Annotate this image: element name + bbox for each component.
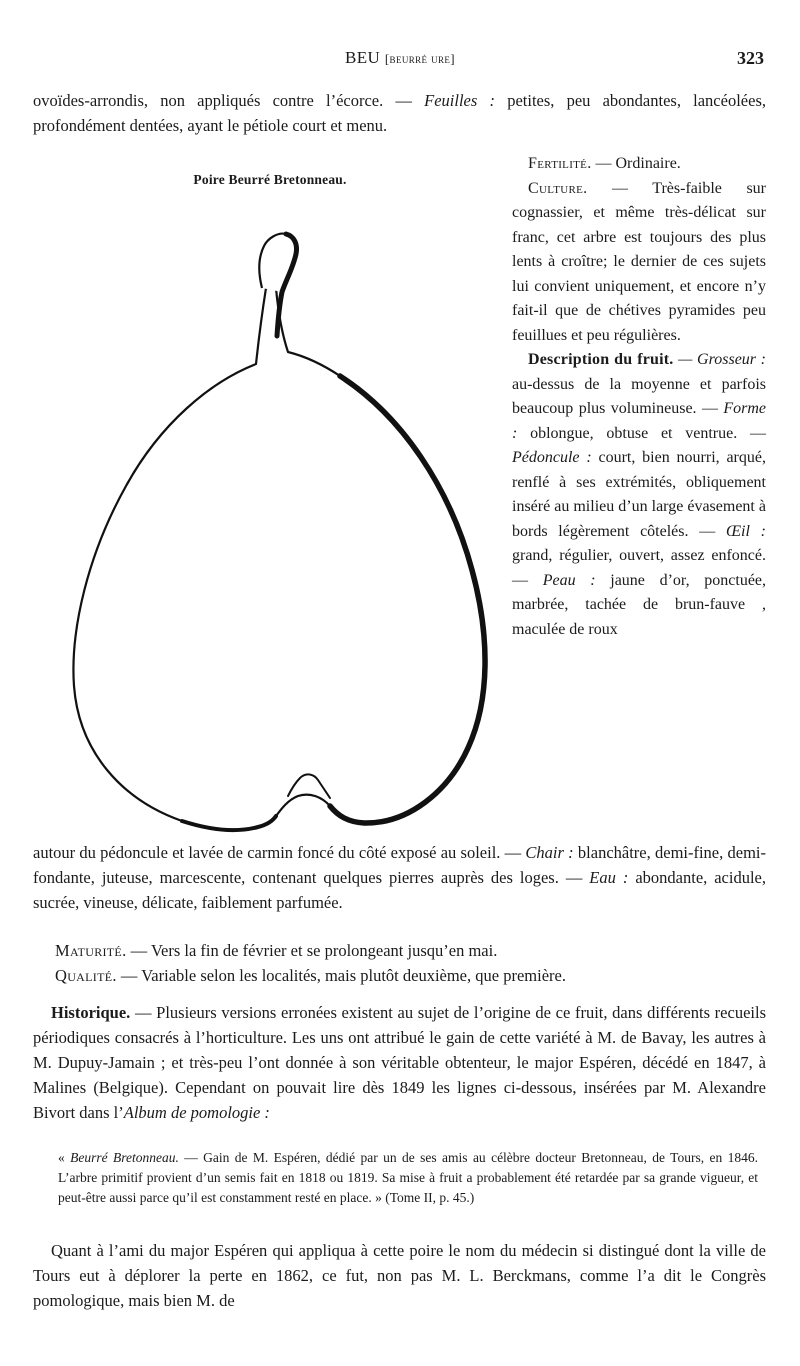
pear-drawing-svg bbox=[30, 196, 510, 836]
description-heading: Description du fruit. bbox=[528, 351, 674, 368]
maturite-label: Maturité. bbox=[55, 941, 127, 960]
forme-label: Forme : bbox=[512, 400, 766, 442]
historique-paragraph bbox=[33, 1000, 766, 1125]
maturite-paragraph bbox=[33, 938, 766, 963]
culture-label: Culture. bbox=[528, 179, 588, 197]
quote-open: « bbox=[58, 1150, 71, 1165]
fertilite-text: — Ordinaire. bbox=[591, 155, 681, 172]
oeil-label: Œil : bbox=[725, 522, 766, 540]
historique-label: Historique. bbox=[51, 1003, 131, 1022]
running-head-main: BEU bbox=[344, 48, 381, 67]
grosseur-label: — Grosseur : bbox=[673, 351, 766, 368]
qualite-paragraph bbox=[33, 963, 766, 988]
figure-caption: Poire Beurré Bretonneau. bbox=[193, 172, 347, 187]
suite-text-1: autour du pédoncule et lavée de carmin foncé du côté exposé au soleil. — bbox=[33, 843, 526, 862]
final-paragraph: Quant à l’ami du major Espéren qui appliqua à cette poire le nom du médecin si distingué dont la ville de Tours eut à déplorer la perte en 1862, ce fut, non pas M. L. Berckmans, comme l’a dit le Congrès pomologique, mais bien M. de bbox=[33, 1241, 766, 1310]
chair-label: Chair : bbox=[525, 843, 574, 862]
eau-label: Eau : bbox=[589, 868, 629, 887]
intro-feuilles-label: Feuilles : bbox=[424, 91, 495, 110]
fertilite-block bbox=[512, 152, 766, 177]
fertilite-label: Fertilité. bbox=[528, 155, 592, 172]
oeil-text: grand, régulier, ouvert, assez enfoncé. — bbox=[512, 547, 766, 589]
pedoncule-label: Pédoncule : bbox=[512, 449, 592, 466]
intro-text-1: ovoïdes-arrondis, non appliqués contre l’écorce. — bbox=[33, 91, 425, 110]
running-head bbox=[36, 48, 764, 68]
description-block bbox=[512, 348, 766, 642]
suite-text-3: abondante, acidule, sucrée, vineuse, délicate, faiblement parfumée. bbox=[33, 868, 767, 912]
culture-text: — Très-faible sur cognassier, et même très-délicat sur franc, cet arbre est toujours des plus lents à croître; le dernier de ces sujets lui convient uniquement, et encore n’y fait-il que de chétives pyramides peu feuillues et peu régulières. bbox=[512, 179, 766, 344]
culture-block bbox=[512, 177, 766, 349]
quote-text: — Gain de M. Espéren, dédié par un de ses amis au célèbre docteur Bretonneau, de Tours, en 1846. L’arbre primitif provient d’un semis fait en 1818 ou 1819. Sa mise à fruit a probablement été retardée par sa grande vigueur, et peut-être aussi parce qu’il est constamment resté en place. » (Tome II, p. 45.) bbox=[58, 1150, 758, 1205]
right-column bbox=[512, 152, 766, 642]
quote-variety-name: Beurré Bretonneau. bbox=[70, 1150, 179, 1165]
peau-label: Peau : bbox=[542, 571, 596, 589]
qualite-text: — Variable selon les localités, mais plutôt deuxième, que première. bbox=[116, 966, 566, 985]
album-title: Album de pomologie : bbox=[123, 1103, 270, 1122]
historique-text: — Plusieurs versions erronées existent au sujet de l’origine de ce fruit, dans différents recueils périodiques consacrés à l’horticulture. Les uns ont attribué le gain de cette variété à M. de Bavay, les autres à M. Dupuy-Jamain ; et très-peu l’ont donnée à son véritable obtenteur, le major Espéren, décédé en 1847, à Malines (Belgique). Cependant on pouvait lire dès 1849 les lignes ci-dessous, insérées par M. Alexandre Bivort dans l’ bbox=[33, 1003, 766, 1122]
blockquote-bivort bbox=[58, 1148, 758, 1208]
peau-text: jaune d’or, ponctuée, marbrée, tachée de brun-fauve , maculée de roux bbox=[512, 571, 767, 638]
qualite-label: Qualité. bbox=[55, 966, 117, 985]
running-head-bracket: [beurré ure] bbox=[384, 51, 456, 66]
maturite-text: — Vers la fin de février et se prolongeant jusqu’en mai. bbox=[126, 941, 498, 960]
intro-text-2: petites, peu abondantes, lancéolées, profondément dentées, ayant le pétiole court et menu. bbox=[33, 91, 766, 135]
suite-text-2: blanchâtre, demi-fine, demi-fondante, juteuse, marcescente, contenant quelques pierres auprès des loges. — bbox=[33, 843, 766, 887]
page-number: 323 bbox=[737, 48, 764, 68]
grosseur-text: au-dessus de la moyenne et parfois beaucoup plus volumineuse. — bbox=[512, 375, 766, 417]
intro-paragraph bbox=[33, 88, 766, 138]
pear-illustration bbox=[30, 196, 510, 836]
pedoncule-text: court, bien nourri, arqué, renflé à ses extrémités, obliquement inséré au milieu d’un large évasement à bords légèrement côtelés. — bbox=[512, 449, 766, 540]
fruit-description-continued bbox=[33, 840, 766, 915]
forme-text: oblongue, obtuse et ventrue. — bbox=[517, 424, 766, 442]
page-header bbox=[36, 48, 764, 70]
